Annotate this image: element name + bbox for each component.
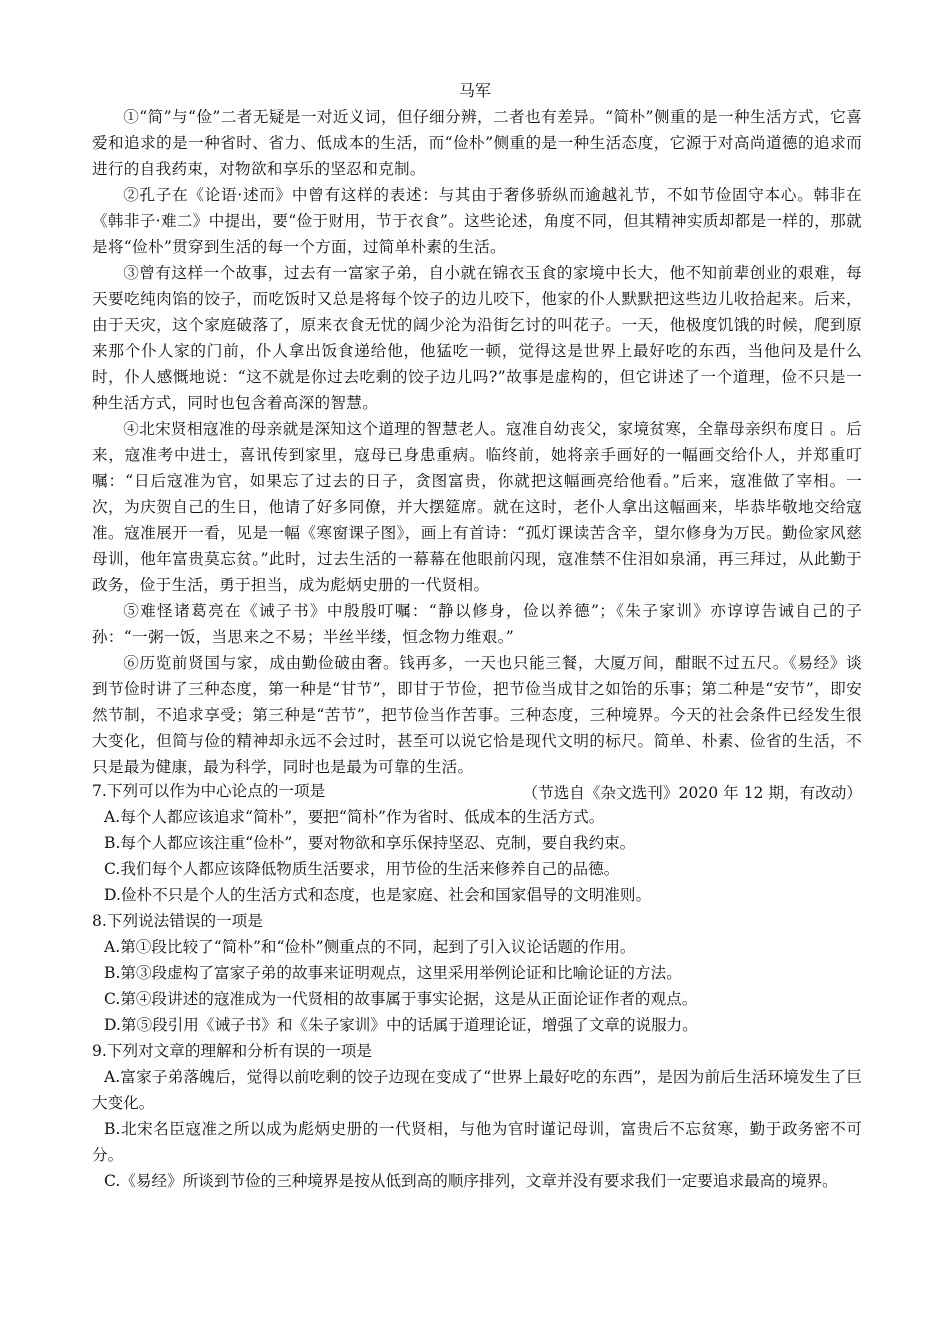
option-d: D.俭朴不只是个人的生活方式和态度，也是家庭、社会和国家倡导的文明准则。 <box>104 886 652 904</box>
paragraph-3: ③曾有这样一个故事，过去有一富家子弟，自小就在锦衣玉食的家境中长大，他不知前辈创业的艰难，每天要吃纯肉馅的饺子，而吃饭时又总是将每个饺子的边儿咬下，他家的仆人默默把这些边儿收拾起来。后来，由于天灾，这个家庭破落了，原来衣食无忧的阔少沦为沿街乞讨的叫花子。一天，他极度饥饿的时候，爬到原来那个仆人家的门前，仆人拿出饭食递给他，他猛吃一顿，觉得这是世界上最好吃的东西，当他问及是什么时，仆人感慨地说：“这不就是你过去吃剩的饺子边儿吗?”故事是虚构的，但它讲述了一个道理，俭不只是一种生活方式，同时也包含着高深的智慧。 <box>92 264 862 412</box>
question-stem: 7.下列可以作为中心论点的一项是 <box>92 782 326 800</box>
question-stem: 9.下列对文章的理解和分析有误的一项是 <box>92 1042 372 1060</box>
paragraph-6: ⑥历览前贤国与家，成由勤俭破由奢。钱再多，一天也只能三餐，大厦万间，酣眠不过五尺。《易经》谈到节俭时讲了三种态度，第一种是“甘节”，即甘于节俭，把节俭当成甘之如饴的乐事；第二种是“安节”，即安然节制，不追求享受；第三种是“苦节”，把节俭当作苦事。三种态度，三种境界。今天的社会条件已经发生很大变化，但简与俭的精神却永远不会过时，甚至可以说它恰是现代文明的标尺。简单、朴素、俭省的生活，不只是最为健康，最为科学，同时也是最为可靠的生活。 <box>92 654 862 776</box>
option-b: B.第③段虚构了富家子弟的故事来证明观点，这里采用举例论证和比喻论证的方法。 <box>104 964 682 982</box>
option-a: A.第①段比较了“简朴”和“俭朴”侧重点的不同，起到了引入议论话题的作用。 <box>104 938 636 956</box>
paragraph-2: ②孔子在《论语·述而》中曾有这样的表述：与其由于奢侈骄纵而逾越礼节，不如节俭固守本心。韩非在《韩非子·难二》中提出，要“俭于财用，节于衣食”。这些论述，角度不同，但其精神实质却都是一样的，那就是将“俭朴”贯穿到生活的每一个方面，过简单朴素的生活。 <box>92 186 862 256</box>
paragraph-5: ⑤难怪诸葛亮在《诫子书》中殷殷叮嘱：“静以修身，俭以养德”；《朱子家训》亦谆谆告诫自己的子孙：“一粥一饭，当思来之不易；半丝半缕，恒念物力维艰。” <box>92 602 862 646</box>
option-c: C.《易经》所谈到节俭的三种境界是按从低到高的顺序排列，文章并没有要求我们一定要追求最高的境界。 <box>104 1172 838 1190</box>
question-7 <box>92 778 862 908</box>
option-d: D.第⑤段引用《诫子书》和《朱子家训》中的话属于道理论证，增强了文章的说服力。 <box>104 1016 698 1034</box>
paragraph-4: ④北宋贤相寇准的母亲就是深知这个道理的智慧老人。寇准自幼丧父，家境贫寒，全靠母亲织布度日 。后来，寇准考中进士，喜讯传到家里，寇母已身患重病。临终前，她将亲手画好的一幅画交给仆人，并郑重叮嘱：“日后寇准为官，如果忘了过去的日子，贪图富贵，你就把这幅画亮给他看。”后来，寇准做了宰相。一次，为庆贺自己的生日，他请了好多同僚，并大摆筵席。就在这时，老仆人拿出这幅画来，毕恭毕敬地交给寇准。寇准展开一看，见是一幅《寒窗课子图》，画上有首诗：“孤灯课读苦含辛，望尔修身为万民。勤俭家风慈母训，他年富贵莫忘贫。”此时，过去生活的一幕幕在他眼前闪现，寇准禁不住泪如泉涌，再三拜过，从此勤于政务，俭于生活，勇于担当，成为彪炳史册的一代贤相。 <box>92 420 862 594</box>
option-a: A.富家子弟落魄后，觉得以前吃剩的饺子边现在变成了“世界上最好吃的东西”，是因为前后生活环境发生了巨大变化。 <box>92 1068 862 1112</box>
option-b: B.每个人都应该注重“俭朴”，要对物欲和享乐保持坚忍、克制，要自我约束。 <box>104 834 636 852</box>
question-8 <box>92 908 862 1038</box>
question-stem: 8.下列说法错误的一项是 <box>92 912 263 930</box>
question-section <box>92 778 862 1194</box>
option-c: C.第④段讲述的寇准成为一代贤相的故事属于事实论据，这是从正面论证作者的观点。 <box>104 990 698 1008</box>
paragraph-1: ①“简”与“俭”二者无疑是一对近义词，但仔细分辨，二者也有差异。“简朴”侧重的是一种生活方式，它喜爱和追求的是一种省时、省力、低成本的生活，而“俭朴”侧重的是一种生活态度，它源于对高尚道德的追求而进行的自我药束，对物欲和享乐的坚忍和克制。 <box>92 108 862 178</box>
option-a: A.每个人都应该追求“简朴”，要把“简朴”作为省时、低成本的生活方式。 <box>104 808 605 826</box>
option-b: B.北宋名臣寇准之所以成为彪炳史册的一代贤相，与他为官时谨记母训，富贵后不忘贫寒，勤于政务密不可分。 <box>92 1120 862 1164</box>
author-name: 马军 <box>458 81 491 100</box>
article-body <box>92 104 862 806</box>
question-9 <box>92 1038 862 1194</box>
option-c: C.我们每个人都应该降低物质生活要求，用节俭的生活来修养自己的品德。 <box>104 860 620 878</box>
source-citation: （节选自《杂文选刊》2020 年 12 期，有改动） <box>522 784 862 802</box>
